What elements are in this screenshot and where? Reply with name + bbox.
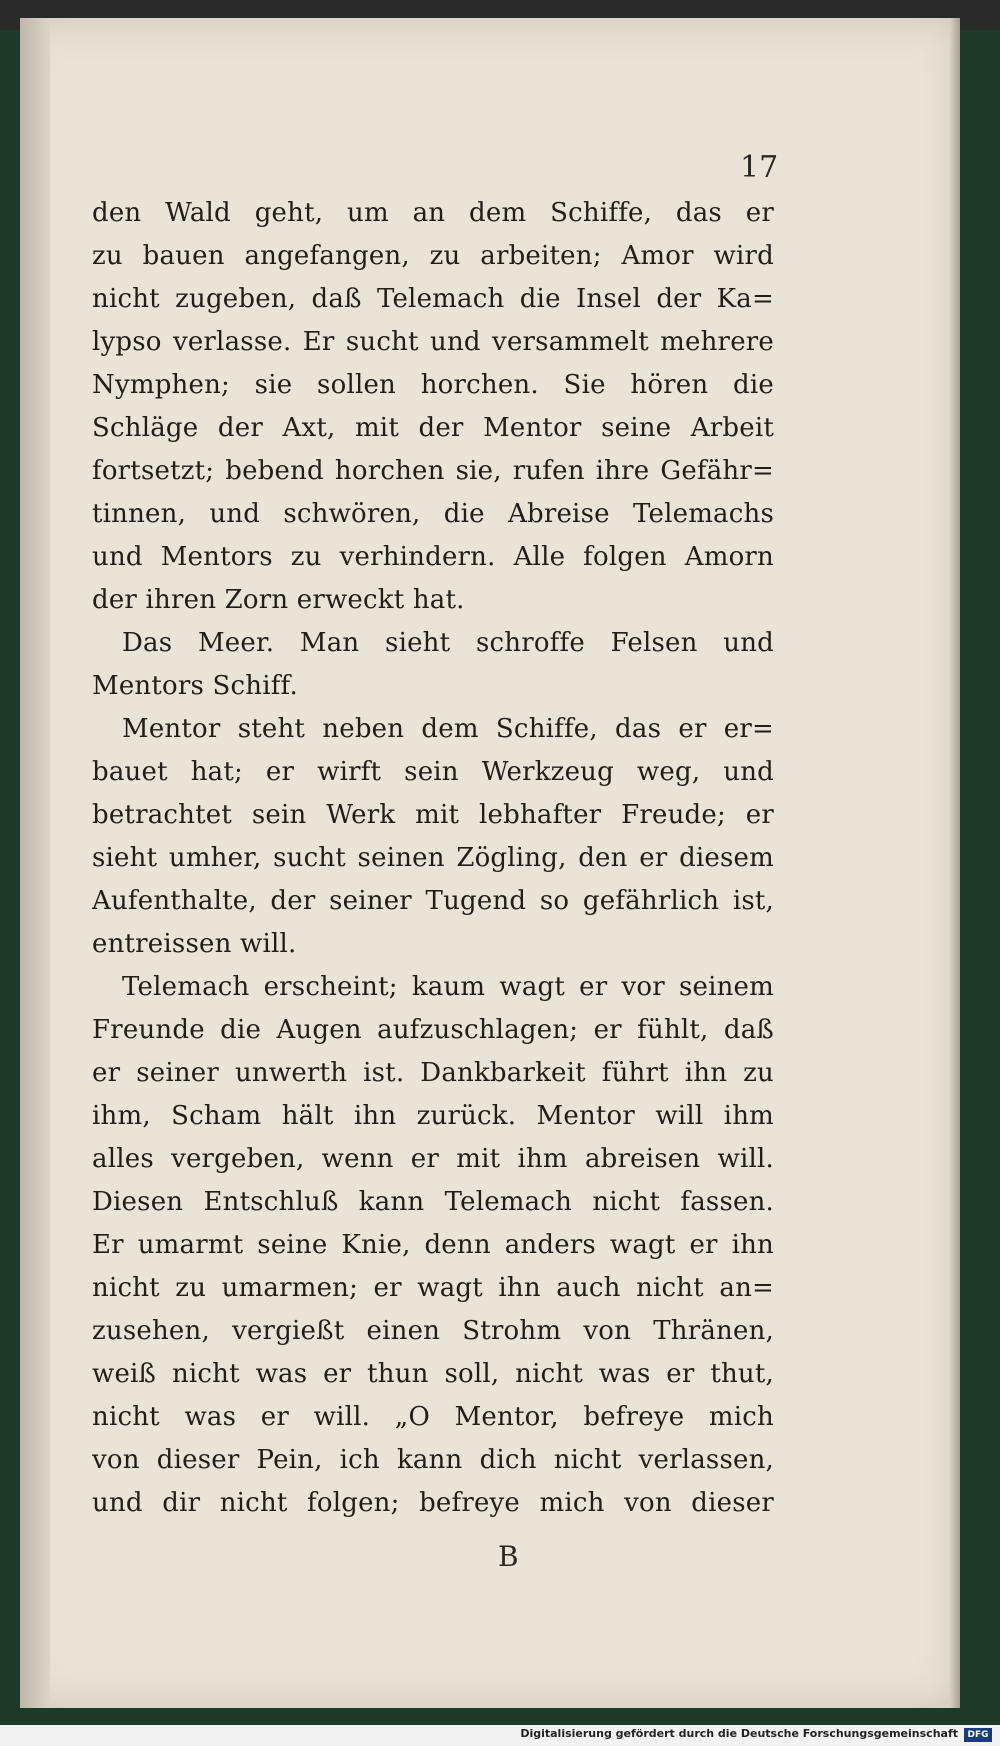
- page-spine-shadow: [20, 18, 50, 1708]
- text-line: und dir nicht folgen; befreye mich von dieser: [92, 1488, 774, 1518]
- text-line: nicht was er will. „O Mentor, befreye mich: [92, 1402, 774, 1432]
- text-line: Das Meer. Man sieht schroffe Felsen und: [122, 628, 774, 658]
- page-number: 17: [740, 150, 779, 185]
- text-line: Nymphen; sie sollen horchen. Sie hören die: [92, 370, 774, 400]
- text-line: lypso verlasse. Er sucht und versammelt mehrere: [92, 327, 774, 357]
- text-line: zu bauen angefangen, zu arbeiten; Amor wird: [92, 241, 774, 271]
- text-line: nicht zugeben, daß Telemach die Insel der Ka=: [92, 284, 774, 314]
- text-line: und Mentors zu verhindern. Alle folgen Amorn: [92, 542, 774, 572]
- text-line: zusehen, vergießt einen Strohm von Thränen,: [92, 1316, 774, 1346]
- text-line: nicht zu umarmen; er wagt ihn auch nicht an=: [92, 1273, 774, 1303]
- text-line: er seiner unwerth ist. Dankbarkeit führt ihn zu: [92, 1058, 774, 1088]
- text-line: alles vergeben, wenn er mit ihm abreisen will.: [92, 1144, 774, 1174]
- text-line: Er umarmt seine Knie, denn anders wagt er ihn: [92, 1230, 774, 1260]
- body-text: [92, 192, 774, 1525]
- text-line: den Wald geht, um an dem Schiffe, das er: [92, 198, 774, 228]
- text-line: Diesen Entschluß kann Telemach nicht fassen.: [92, 1187, 774, 1217]
- text-line: von dieser Pein, ich kann dich nicht verlassen,: [92, 1445, 774, 1475]
- text-line: Telemach erscheint; kaum wagt er vor seinem: [122, 972, 774, 1002]
- text-line: Mentors Schiff.: [92, 671, 298, 701]
- text-line: ihm, Scham hält ihn zurück. Mentor will ihm: [92, 1101, 774, 1131]
- text-line: Freunde die Augen aufzuschlagen; er fühlt, daß: [92, 1015, 774, 1045]
- funding-credit: Digitalisierung gefördert durch die Deutsche Forschungsgemeinschaft: [520, 1727, 958, 1740]
- dfg-logo: DFG: [964, 1728, 992, 1742]
- text-line: weiß nicht was er thun soll, nicht was er thut,: [92, 1359, 774, 1389]
- digitization-footer: [0, 1725, 1000, 1746]
- text-line: sieht umher, sucht seinen Zögling, den er diesem: [92, 843, 774, 873]
- text-line: Schläge der Axt, mit der Mentor seine Arbeit: [92, 413, 774, 443]
- text-line: fortsetzt; bebend horchen sie, rufen ihre Gefähr=: [92, 456, 774, 486]
- text-line: entreissen will.: [92, 929, 297, 959]
- text-line: Mentor steht neben dem Schiffe, das er er=: [122, 714, 774, 744]
- text-line: Aufenthalte, der seiner Tugend so gefährlich ist,: [92, 886, 774, 916]
- text-line: bauet hat; er wirft sein Werkzeug weg, und: [92, 757, 774, 787]
- text-line: tinnen, und schwören, die Abreise Telemachs: [92, 499, 774, 529]
- page-fore-edge: [950, 18, 960, 1708]
- text-line: der ihren Zorn erweckt hat.: [92, 585, 465, 615]
- text-line: betrachtet sein Werk mit lebhafter Freude; er: [92, 800, 774, 830]
- printer-signature: B: [498, 1540, 519, 1573]
